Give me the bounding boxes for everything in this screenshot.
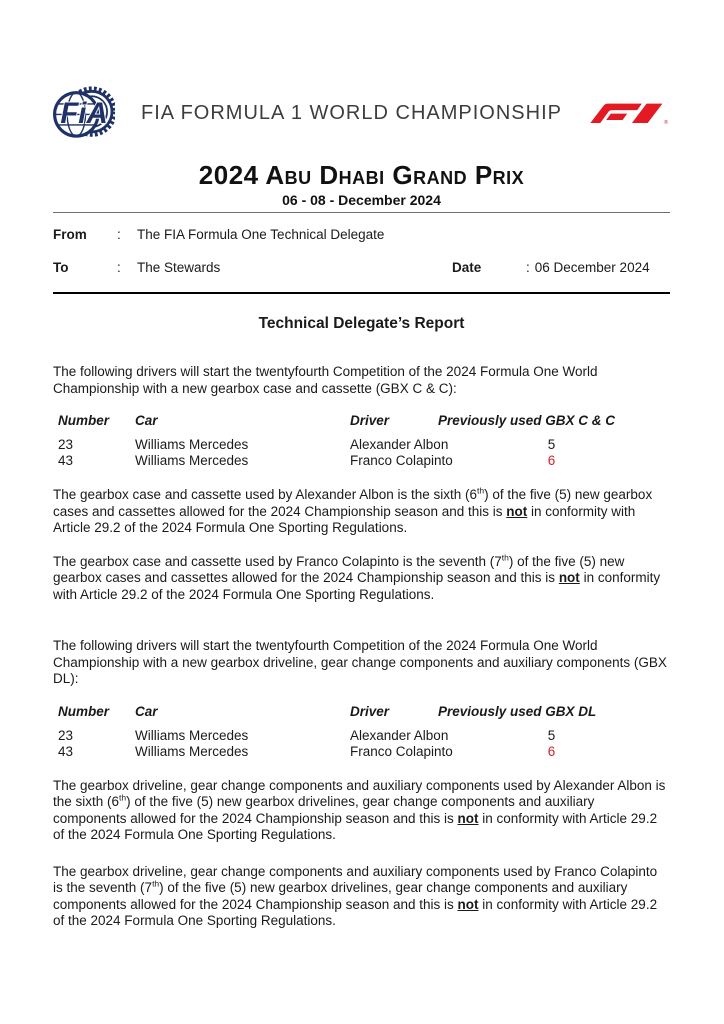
f1-registered-mark: ® xyxy=(664,120,669,125)
car-number: 43 xyxy=(58,743,74,759)
paragraph-gbx-dl-colapinto xyxy=(53,864,670,930)
to-value: The Stewards xyxy=(137,260,221,275)
paragraph-text: The gearbox driveline, gear change components and auxiliary components used by Franco Colapinto is the seventh (7 xyxy=(53,863,658,895)
paragraph-text: The gearbox case and cassette used by Alexander Albon is the sixth (6 xyxy=(53,487,478,502)
divider-thin xyxy=(53,212,670,213)
to-row xyxy=(53,260,670,276)
paragraph-gbx-cc-albon xyxy=(53,487,670,537)
car-number: 23 xyxy=(58,727,74,743)
previously-used-count-exceeded: 6 xyxy=(547,743,556,759)
driver-name: Franco Colapinto xyxy=(350,743,453,759)
ordinal-suffix: th xyxy=(119,792,127,803)
not-emphasis: not xyxy=(457,810,479,826)
paragraph-text: The gearbox case and cassette used by Franco Colapinto is the seventh (7 xyxy=(53,553,502,569)
table-row xyxy=(53,728,670,744)
date-colon: : xyxy=(526,260,530,275)
column-header-number: Number xyxy=(58,703,110,719)
column-header-driver: Driver xyxy=(350,413,390,428)
table-header-row xyxy=(53,704,670,720)
from-colon: : xyxy=(117,227,121,242)
paragraph-text: ) of the five (5) new gearbox drivelines, gear change components and auxiliary components allowed for the 2024 Championship season and this is xyxy=(53,880,628,912)
ordinal-suffix: th xyxy=(501,552,509,562)
paragraph-gbx-dl-intro: The following drivers will start the twentyfourth Competition of the 2024 Formula One World Championship with a new gearbox driveline, gear change components and auxiliary components (GBX DL): xyxy=(53,638,667,686)
from-value: The FIA Formula One Technical Delegate xyxy=(137,227,385,242)
driver-name: Alexander Albon xyxy=(350,437,449,452)
car-number: 43 xyxy=(58,453,74,468)
date-value: 06 December 2024 xyxy=(534,260,650,275)
f1-logo-icon xyxy=(588,101,670,125)
paragraph-text: in conformity with Article 29.2 of the 2024 Formula One Sporting Regulations. xyxy=(53,810,658,842)
from-label: From xyxy=(53,227,87,242)
event-title: 2024 Abu Dhabi Grand Prix xyxy=(198,160,525,190)
event-dates: 06 - 08 - December 2024 xyxy=(282,192,441,208)
driver-name: Franco Colapinto xyxy=(350,453,453,468)
to-label: To xyxy=(53,260,69,275)
table-row xyxy=(53,744,670,760)
driver-name: Alexander Albon xyxy=(350,727,449,743)
paragraph-text: in conformity with Article 29.2 of the 2024 Formula One Sporting Regulations. xyxy=(53,896,658,928)
column-header-driver: Driver xyxy=(350,703,390,719)
column-header-car: Car xyxy=(135,703,158,719)
paragraph-text: ) of the five (5) new gearbox drivelines, gear change components and auxiliary components allowed for the 2024 Championship season and this is xyxy=(53,794,595,826)
not-emphasis: not xyxy=(457,896,479,912)
fia-logo-text: FiA xyxy=(60,96,108,130)
paragraph-gbx-cc-intro: The following drivers will start the twentyfourth Competition of the 2024 Formula One World Championship with a new gearbox case and cassette (GBX C & C): xyxy=(53,364,598,396)
championship-title: FIA FORMULA 1 WORLD CHAMPIONSHIP xyxy=(141,101,562,124)
column-header-previously-used: Previously used GBX C & C xyxy=(438,413,616,428)
paragraph-text: in conformity with Article 29.2 of the 2024 Formula One Sporting Regulations. xyxy=(53,570,661,602)
paragraph-gbx-cc-colapinto xyxy=(53,554,670,604)
date-group xyxy=(452,260,650,276)
car-number: 23 xyxy=(58,437,74,452)
car-name: Williams Mercedes xyxy=(135,743,249,759)
not-emphasis: not xyxy=(506,503,528,519)
paragraph-gbx-dl-albon xyxy=(53,778,670,844)
previously-used-count: 5 xyxy=(547,437,556,452)
previously-used-count-exceeded: 6 xyxy=(547,453,556,468)
paragraph-text: in conformity with Article 29.2 of the 2024 Formula One Sporting Regulations. xyxy=(53,503,636,535)
car-name: Williams Mercedes xyxy=(135,727,249,743)
table-header-row xyxy=(53,413,670,429)
gearbox-driveline-table xyxy=(53,704,670,760)
table-row xyxy=(53,453,670,469)
paragraph-text: The gearbox driveline, gear change components and auxiliary components used by Alexander Albon is the sixth (6 xyxy=(53,777,666,809)
date-label: Date xyxy=(452,260,482,275)
car-name: Williams Mercedes xyxy=(135,437,249,452)
paragraph-text: ) of the five (5) new gearbox cases and cassettes allowed for the 2024 Championship season and this is xyxy=(53,553,625,585)
ordinal-suffix: th xyxy=(152,878,160,889)
column-header-number: Number xyxy=(58,413,110,428)
column-header-car: Car xyxy=(135,413,158,428)
car-name: Williams Mercedes xyxy=(135,453,249,468)
table-row xyxy=(53,437,670,453)
fia-logo-icon xyxy=(53,78,115,148)
ordinal-suffix: th xyxy=(477,485,485,496)
to-colon: : xyxy=(117,260,121,275)
paragraph-text: ) of the five (5) new gearbox cases and cassettes allowed for the 2024 Championship season and this is xyxy=(53,487,653,519)
divider-thick xyxy=(53,292,670,294)
document-header xyxy=(53,76,670,150)
gearbox-case-cassette-table xyxy=(53,413,670,469)
from-row xyxy=(53,227,670,243)
previously-used-count: 5 xyxy=(547,727,556,743)
report-heading: Technical Delegate’s Report xyxy=(258,315,465,332)
not-emphasis: not xyxy=(558,570,580,585)
column-header-previously-used: Previously used GBX DL xyxy=(438,703,597,719)
